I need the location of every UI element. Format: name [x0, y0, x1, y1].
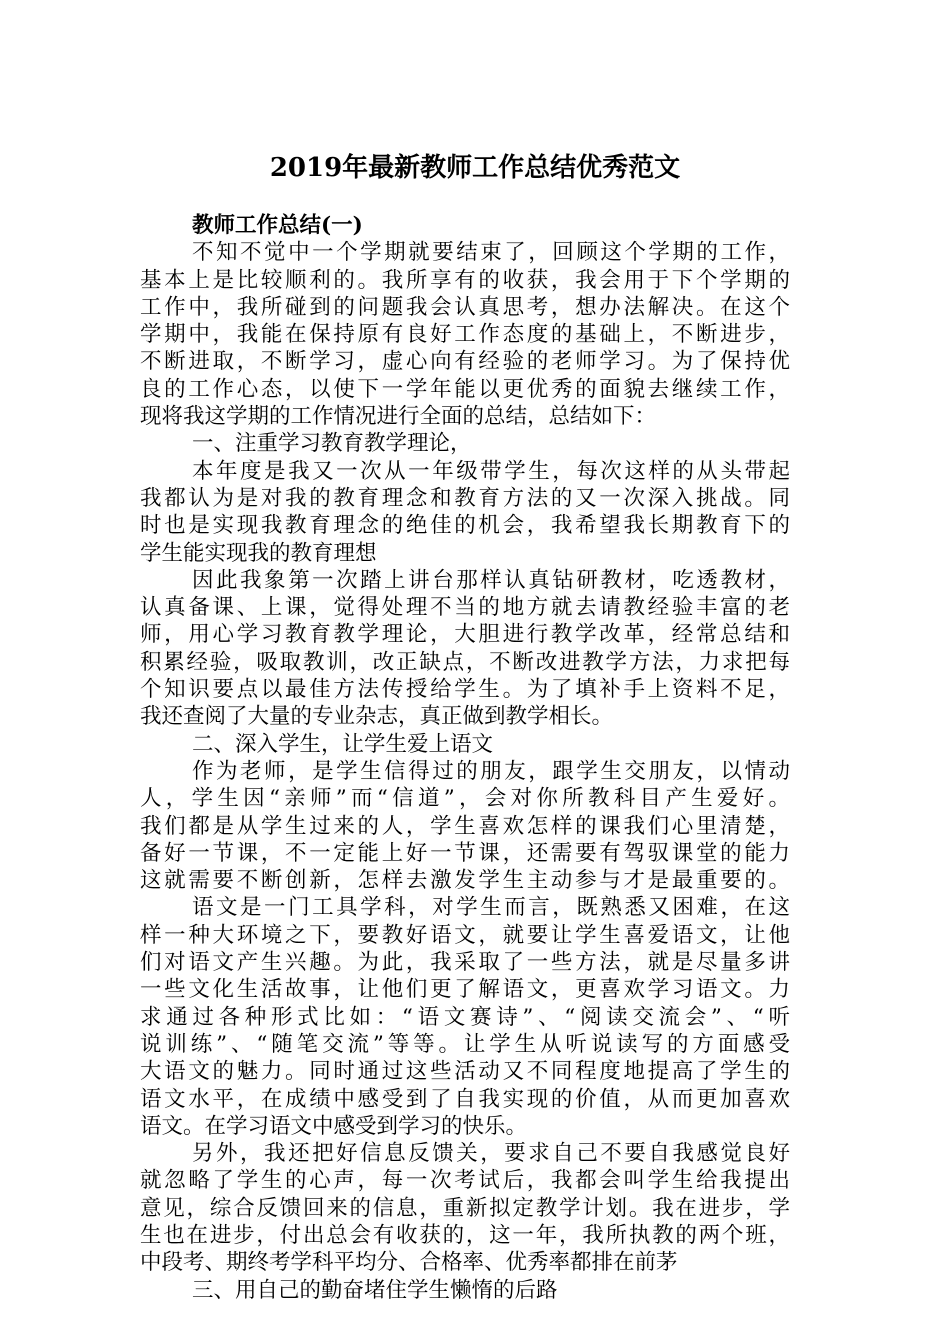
text-line: 工作中，我所碰到的问题我会认真思考，想办法解决。在这个	[140, 294, 790, 320]
text-line: 生也在进步，付出总会有收获的，这一年，我所执教的两个班，	[140, 1222, 790, 1248]
text-line: 一些文化生活故事，让他们更了解语文，更喜欢学习语文。力	[140, 977, 790, 1003]
text-line: 良的工作心态，以使下一学年能以更优秀的面貌去继续工作，	[140, 376, 790, 402]
text-line: 二、深入学生，让学生爱上语文	[192, 731, 494, 757]
text-line: 中段考、期终考学科平均分、合格率、优秀率都排在前茅	[140, 1250, 678, 1276]
text-line: 们对语文产生兴趣。为此，我采取了一些方法，就是尽量多讲	[140, 950, 790, 976]
text-line: 不知不觉中一个学期就要结束了，回顾这个学期的工作，	[192, 240, 790, 266]
text-line: 语文水平，在成绩中感受到了自我实现的价值，从而更加喜欢	[140, 1086, 790, 1112]
text-line: 因此我象第一次踏上讲台那样认真钻研教材，吃透教材，	[192, 567, 790, 593]
text-line: 不断进取，不断学习，虚心向有经验的老师学习。为了保持优	[140, 349, 790, 375]
text-line: 积累经验，吸取教训，改正缺点，不断改进教学方法，力求把每	[140, 649, 790, 675]
text-line: 三、用自己的勤奋堵住学生懒惰的后路	[192, 1277, 558, 1303]
text-line: 学生能实现我的教育理想	[140, 540, 377, 566]
text-line: 个知识要点以最佳方法传授给学生。为了填补手上资料不足，	[140, 677, 790, 703]
text-line: 就忽略了学生的心声，每一次考试后，我都会叫学生给我提出	[140, 1168, 790, 1194]
text-line: 学期中，我能在保持原有良好工作态度的基础上，不断进步，	[140, 322, 790, 348]
text-line: 另外，我还把好信息反馈关，要求自己不要自我感觉良好	[192, 1141, 790, 1167]
text-line: 大语文的魅力。同时通过这些活动又不同程度地提高了学生的	[140, 1059, 790, 1085]
text-line: 样一种大环境之下，要教好语文，就要让学生喜爱语文，让他	[140, 922, 790, 948]
text-line: 意见，综合反馈回来的信息，重新拟定教学计划。我在进步，学	[140, 1195, 790, 1221]
document-body	[140, 212, 790, 1304]
text-line: 现将我这学期的工作情况进行全面的总结，总结如下：	[140, 404, 657, 430]
document-title: 2019年最新教师工作总结优秀范文	[269, 153, 681, 183]
text-line: 语文是一门工具学科，对学生而言，既熟悉又困难，在这	[192, 895, 790, 921]
text-line: 这就需要不断创新，怎样去激发学生主动参与才是最重要的。	[140, 868, 790, 894]
text-line: 本年度是我又一次从一年级带学生，每次这样的从头带起	[192, 458, 790, 484]
text-line: 人，学生因“亲师”而“信道”，会对你所教科目产生爱好。	[140, 786, 790, 812]
text-line: 时也是实现我教育理念的绝佳的机会，我希望我长期教育下的	[140, 513, 790, 539]
section-heading: 教师工作总结(一)	[192, 213, 363, 238]
text-line: 认真备课、上课，觉得处理不当的地方就去请教经验丰富的老	[140, 595, 790, 621]
text-line: 我们都是从学生过来的人，学生喜欢怎样的课我们心里清楚，	[140, 813, 790, 839]
text-line: 求通过各种形式比如：“语文赛诗”、“阅读交流会”、“听	[140, 1004, 790, 1030]
text-line: 我都认为是对我的教育理念和教育方法的又一次深入挑战。同	[140, 485, 790, 511]
text-line: 一、注重学习教育教学理论，	[192, 431, 472, 457]
text-line: 备好一节课，不一定能上好一节课，还需要有驾驭课堂的能力	[140, 840, 790, 866]
text-line: 我还查阅了大量的专业杂志，真正做到教学相长。	[140, 704, 614, 730]
text-line: 基本上是比较顺利的。我所享有的收获，我会用于下个学期的	[140, 267, 790, 293]
text-line: 师，用心学习教育教学理论，大胆进行教学改革，经常总结和	[140, 622, 790, 648]
text-line: 作为老师，是学生信得过的朋友，跟学生交朋友，以情动	[192, 758, 790, 784]
text-line: 语文。在学习语文中感受到学习的快乐。	[140, 1113, 528, 1139]
text-line: 说训练”、“随笔交流”等等。让学生从听说读写的方面感受	[140, 1031, 790, 1057]
